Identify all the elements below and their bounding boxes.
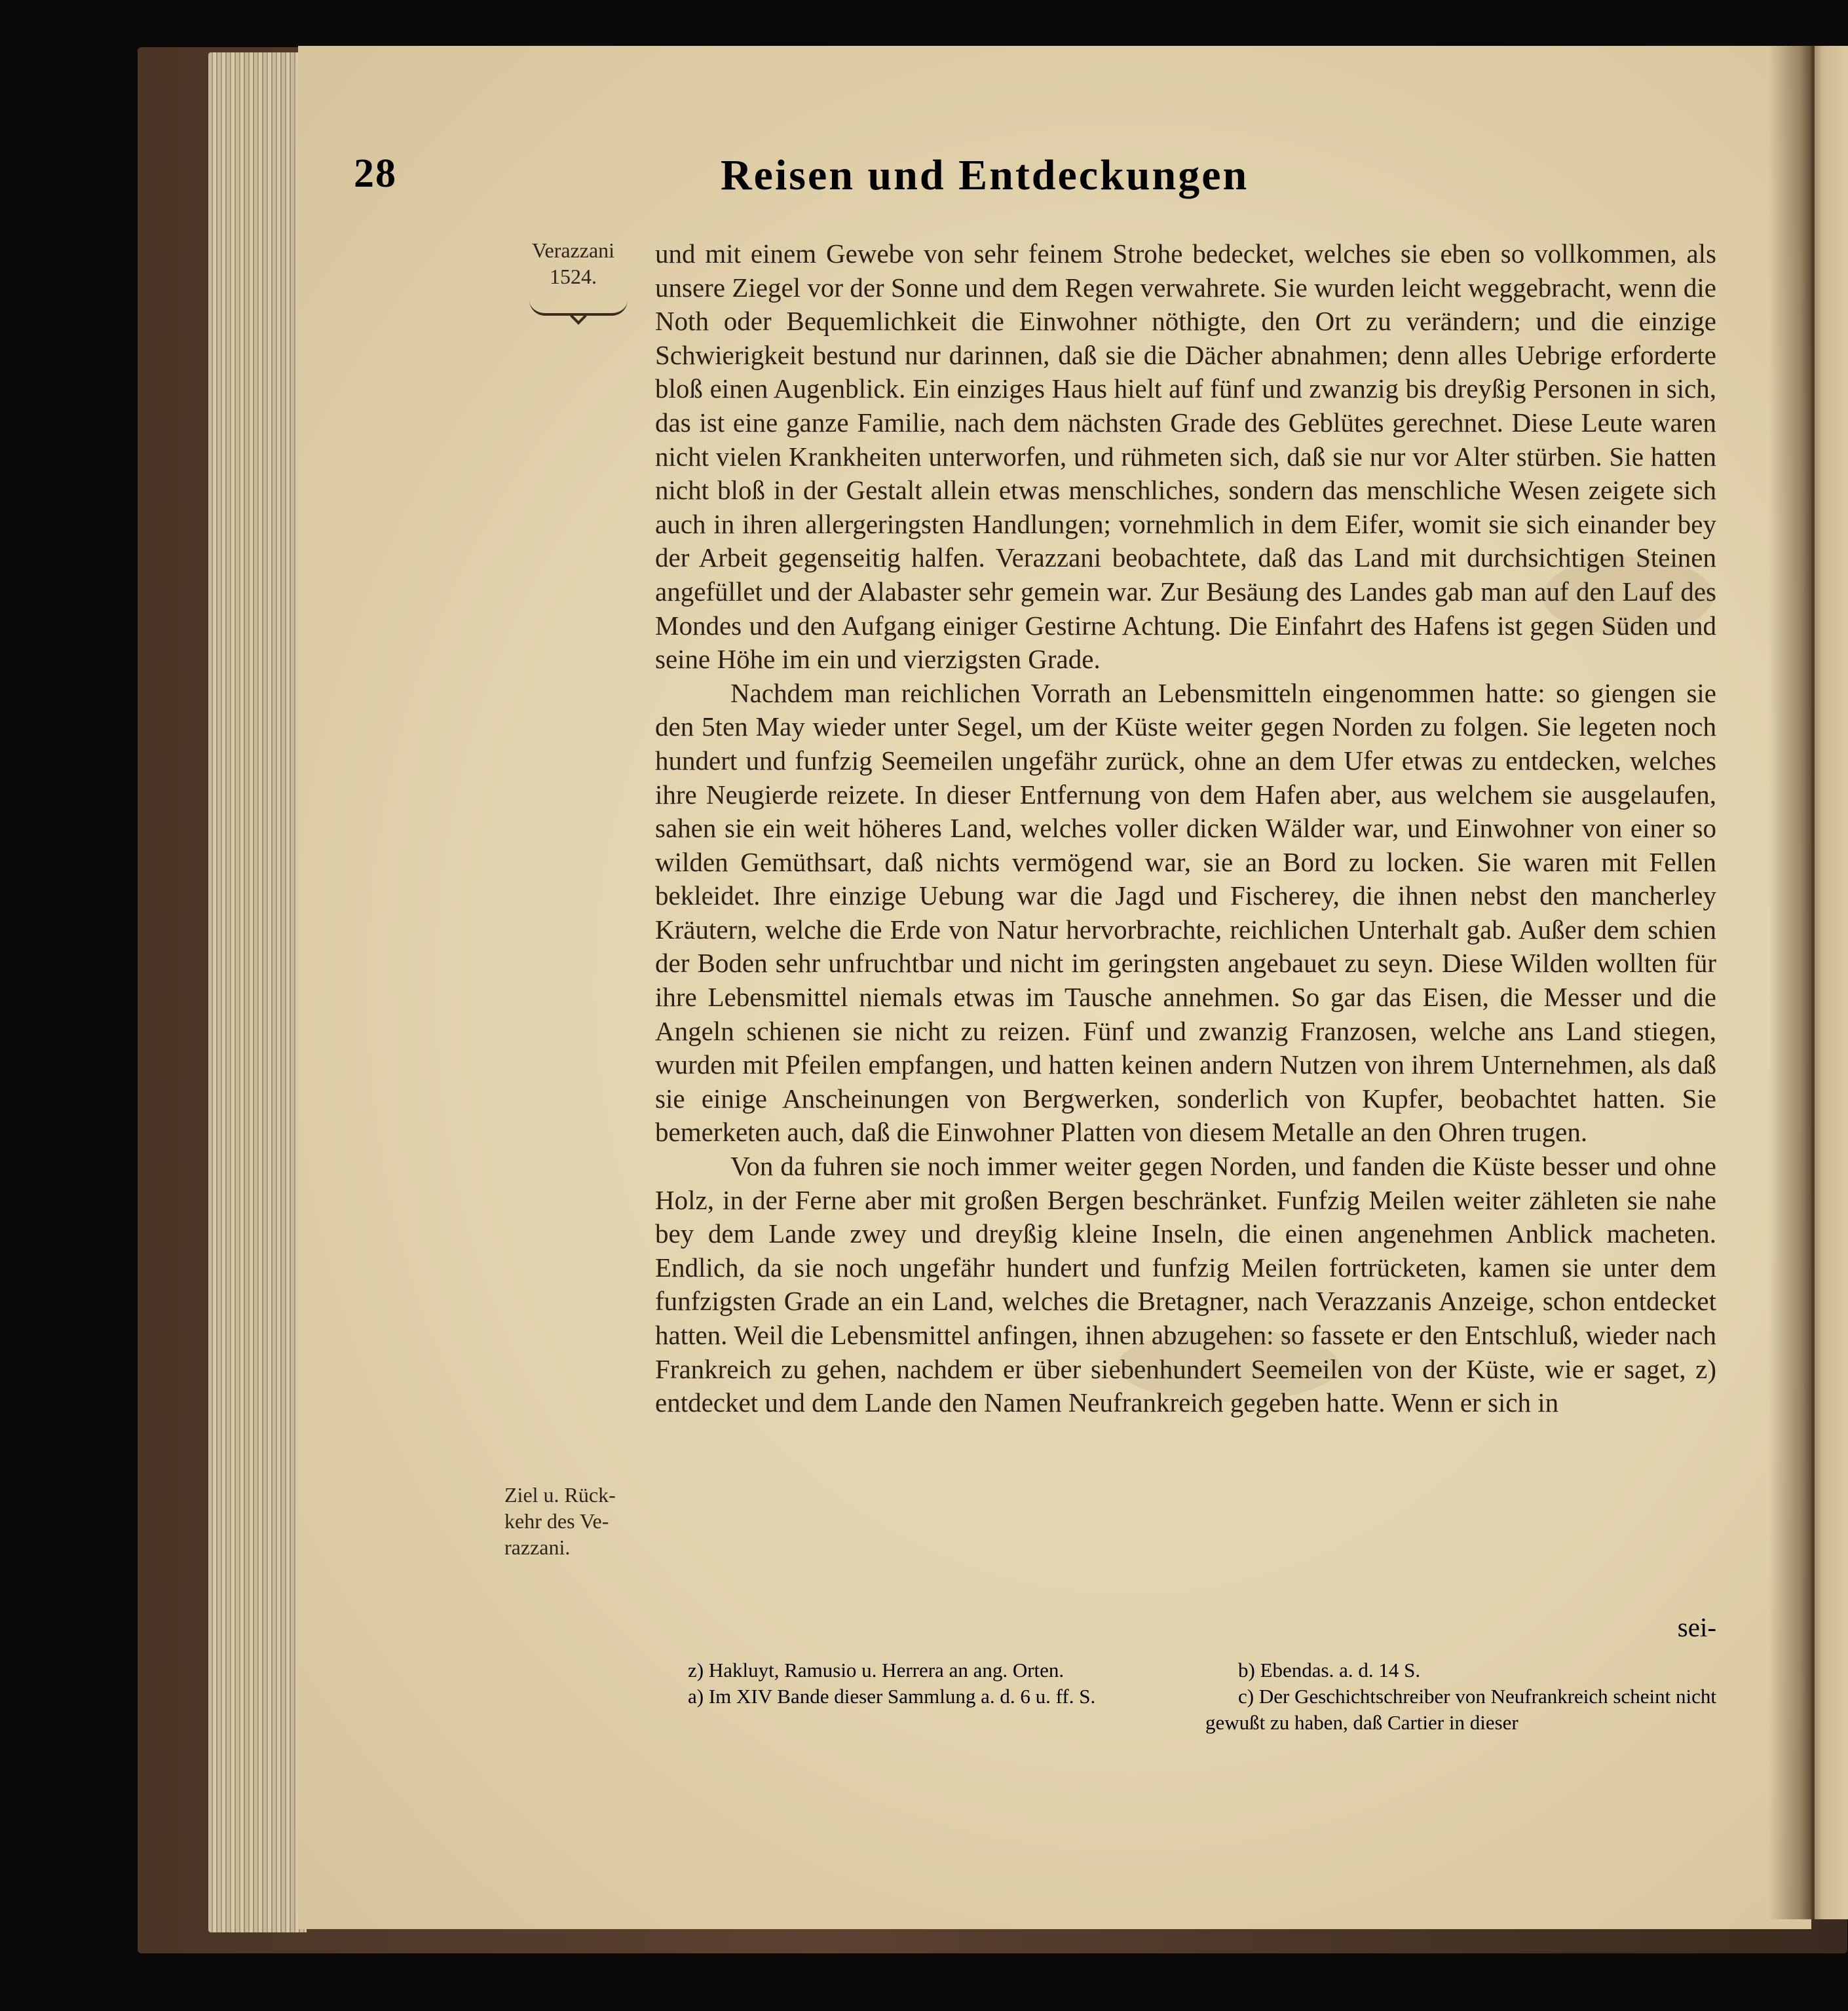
footnote: b) Ebendas. a. d. 14 S. [1238,1659,1421,1682]
footnotes-left-column [655,1657,1166,1710]
margin-note-line: Ziel u. Rück- [504,1483,616,1507]
margin-note-line: razzani. [504,1535,571,1559]
paragraph: und mit einem Gewebe von sehr feinem Strohe bedecket, welches sie eben so vollkommen, als unsere Ziegel vor der Sonne und dem Regen verwahrete. Sie wurden leicht weggebracht, wenn die Noth oder Bequemlichkeit die Einwohner nöthigte, den Ort zu verändern; und die einzige Schwierigkeit bestund nur darinnen, daß sie die Dächer abnahmen; denn alles Uebrige erforderte bloß einen Augenblick. Ein einziges Haus hielt auf fünf und zwanzig bis dreyßig Personen in sich, das ist eine ganze Familie, nach dem nächsten Grade des Geblütes gerechnet. Diese Leute waren nicht vielen Krankheiten unterworfen, und rühmeten sich, daß sie nur vor Alter stürben. Sie hatten nicht bloß in der Gestalt allein etwas menschliches, sondern das menschliche Wesen zeigete sich auch in ihren allergeringsten Handlungen; vornehmlich in dem Eifer, womit sie sich einander bey der Arbeit gegenseitig halfen. Verazzani beobachtete, daß das Land mit durchsichtigen Steinen angefüllet und der Alabaster sehr gemein war. Zur Besäung des Landes gab man auf den Lauf des Mondes und den Aufgang einiger Gestirne Achtung. Die Einfahrt des Hafens ist gegen Süden und seine Höhe im ein und vierzigsten Grade. [655,238,1716,675]
paragraph: Nachdem man reichlichen Vorrath an Lebensmitteln eingenommen hatte: so giengen sie den 5ten May wieder unter Segel, um der Küste weiter gegen Norden zu folgen. Sie legeten noch hundert und funfzig Seemeilen ungefähr zurück, ohne an dem Ufer etwas zu entdecken, welches ihre Neugierde reizete. In dieser Entfernung von dem Hafen aber, aus welchem sie ausgelaufen, sahen sie ein weit höheres Land, welches voller dicken Wälder war, und Einwohner von einer so wilden Gemüthsart, daß nichts vermögend war, sie an Bord zu locken. Sie waren mit Fellen bekleidet. Ihre einzige Uebung war die Jagd und Fischerey, die ihnen nebst den mancherley Kräutern, welche die Erde von Natur hervorbrachte, reichlichen Unterhalt gab. Außer dem schien der Boden sehr unfruchtbar und nicht im geringsten angebauet zu seyn. Diese Wilden wollten für ihre Lebensmittel niemals etwas im Tausche annehmen. So gar das Eisen, die Messer und die Angeln schienen sie nicht zu reizen. Fünf und zwanzig Franzosen, welche ans Land stiegen, wurden mit Pfeilen empfangen, und hatten keinen andern Nutzen von ihrem Unternehmen, als daß sie einige Anscheinungen von Bergwerken, sonderlich von Kupfer, beobachtet hatten. Sie bemerketen auch, daß die Einwohner Platten von diesem Metalle an den Ohren trugen. [655,677,1716,1148]
margin-note-verazzani [504,237,642,290]
footnote: a) Im XIV Bande dieser Sammlung a. d. 6 u. ff. S. [688,1685,1096,1708]
page-header [354,124,1533,210]
facing-page-edge [1809,46,1848,1919]
footnote: c) Der Geschichtschreiber von Neufrankreich scheint nicht gewußt zu haben, daß Cartier in dieser [1205,1685,1716,1734]
paragraph: Von da fuhren sie noch immer weiter gegen Norden, und fanden die Küste besser und ohne Holz, in der Ferne aber mit großen Bergen beschränket. Funfzig Meilen weiter zähleten sie nahe bey dem Lande zwey und dreyßig kleine Inseln, die einen angenehmen Anblick macheten. Endlich, da sie noch ungefähr hundert und funfzig Meilen fortrücketen, kamen sie unter dem funfzigsten Grade an ein Land, welches die Bretagner, nach Verazzanis Anzeige, schon entdecket hatten. Weil die Lebensmittel anfingen, ihnen abzugehen: so fassete er den Entschluß, wieder nach Frankreich zu gehen, nachdem er über siebenhundert Seemeilen von der Küste, wie er saget, z) entdecket und dem Lande den Namen Neufrankreich gegeben hatte. Wenn er sich in [655,1151,1716,1418]
page-gutter-shadow [1769,46,1815,1919]
page-edges [208,52,307,1932]
page-number: 28 [354,151,397,196]
footnote: z) Hakluyt, Ramusio u. Herrera an ang. Orten. [688,1659,1065,1682]
margin-note-line: 1524. [550,265,597,288]
margin-note-return [504,1482,655,1560]
margin-note-line: kehr des Ve- [504,1509,609,1533]
footnotes-right-column [1205,1657,1716,1736]
body-text [655,237,1716,1420]
catchword: sei- [1677,1612,1716,1642]
header-rule [354,208,1408,210]
running-title: Reisen und Entdeckungen [721,151,1249,199]
margin-bracket-ornament [529,300,628,316]
margin-note-line: Verazzani [531,238,615,262]
